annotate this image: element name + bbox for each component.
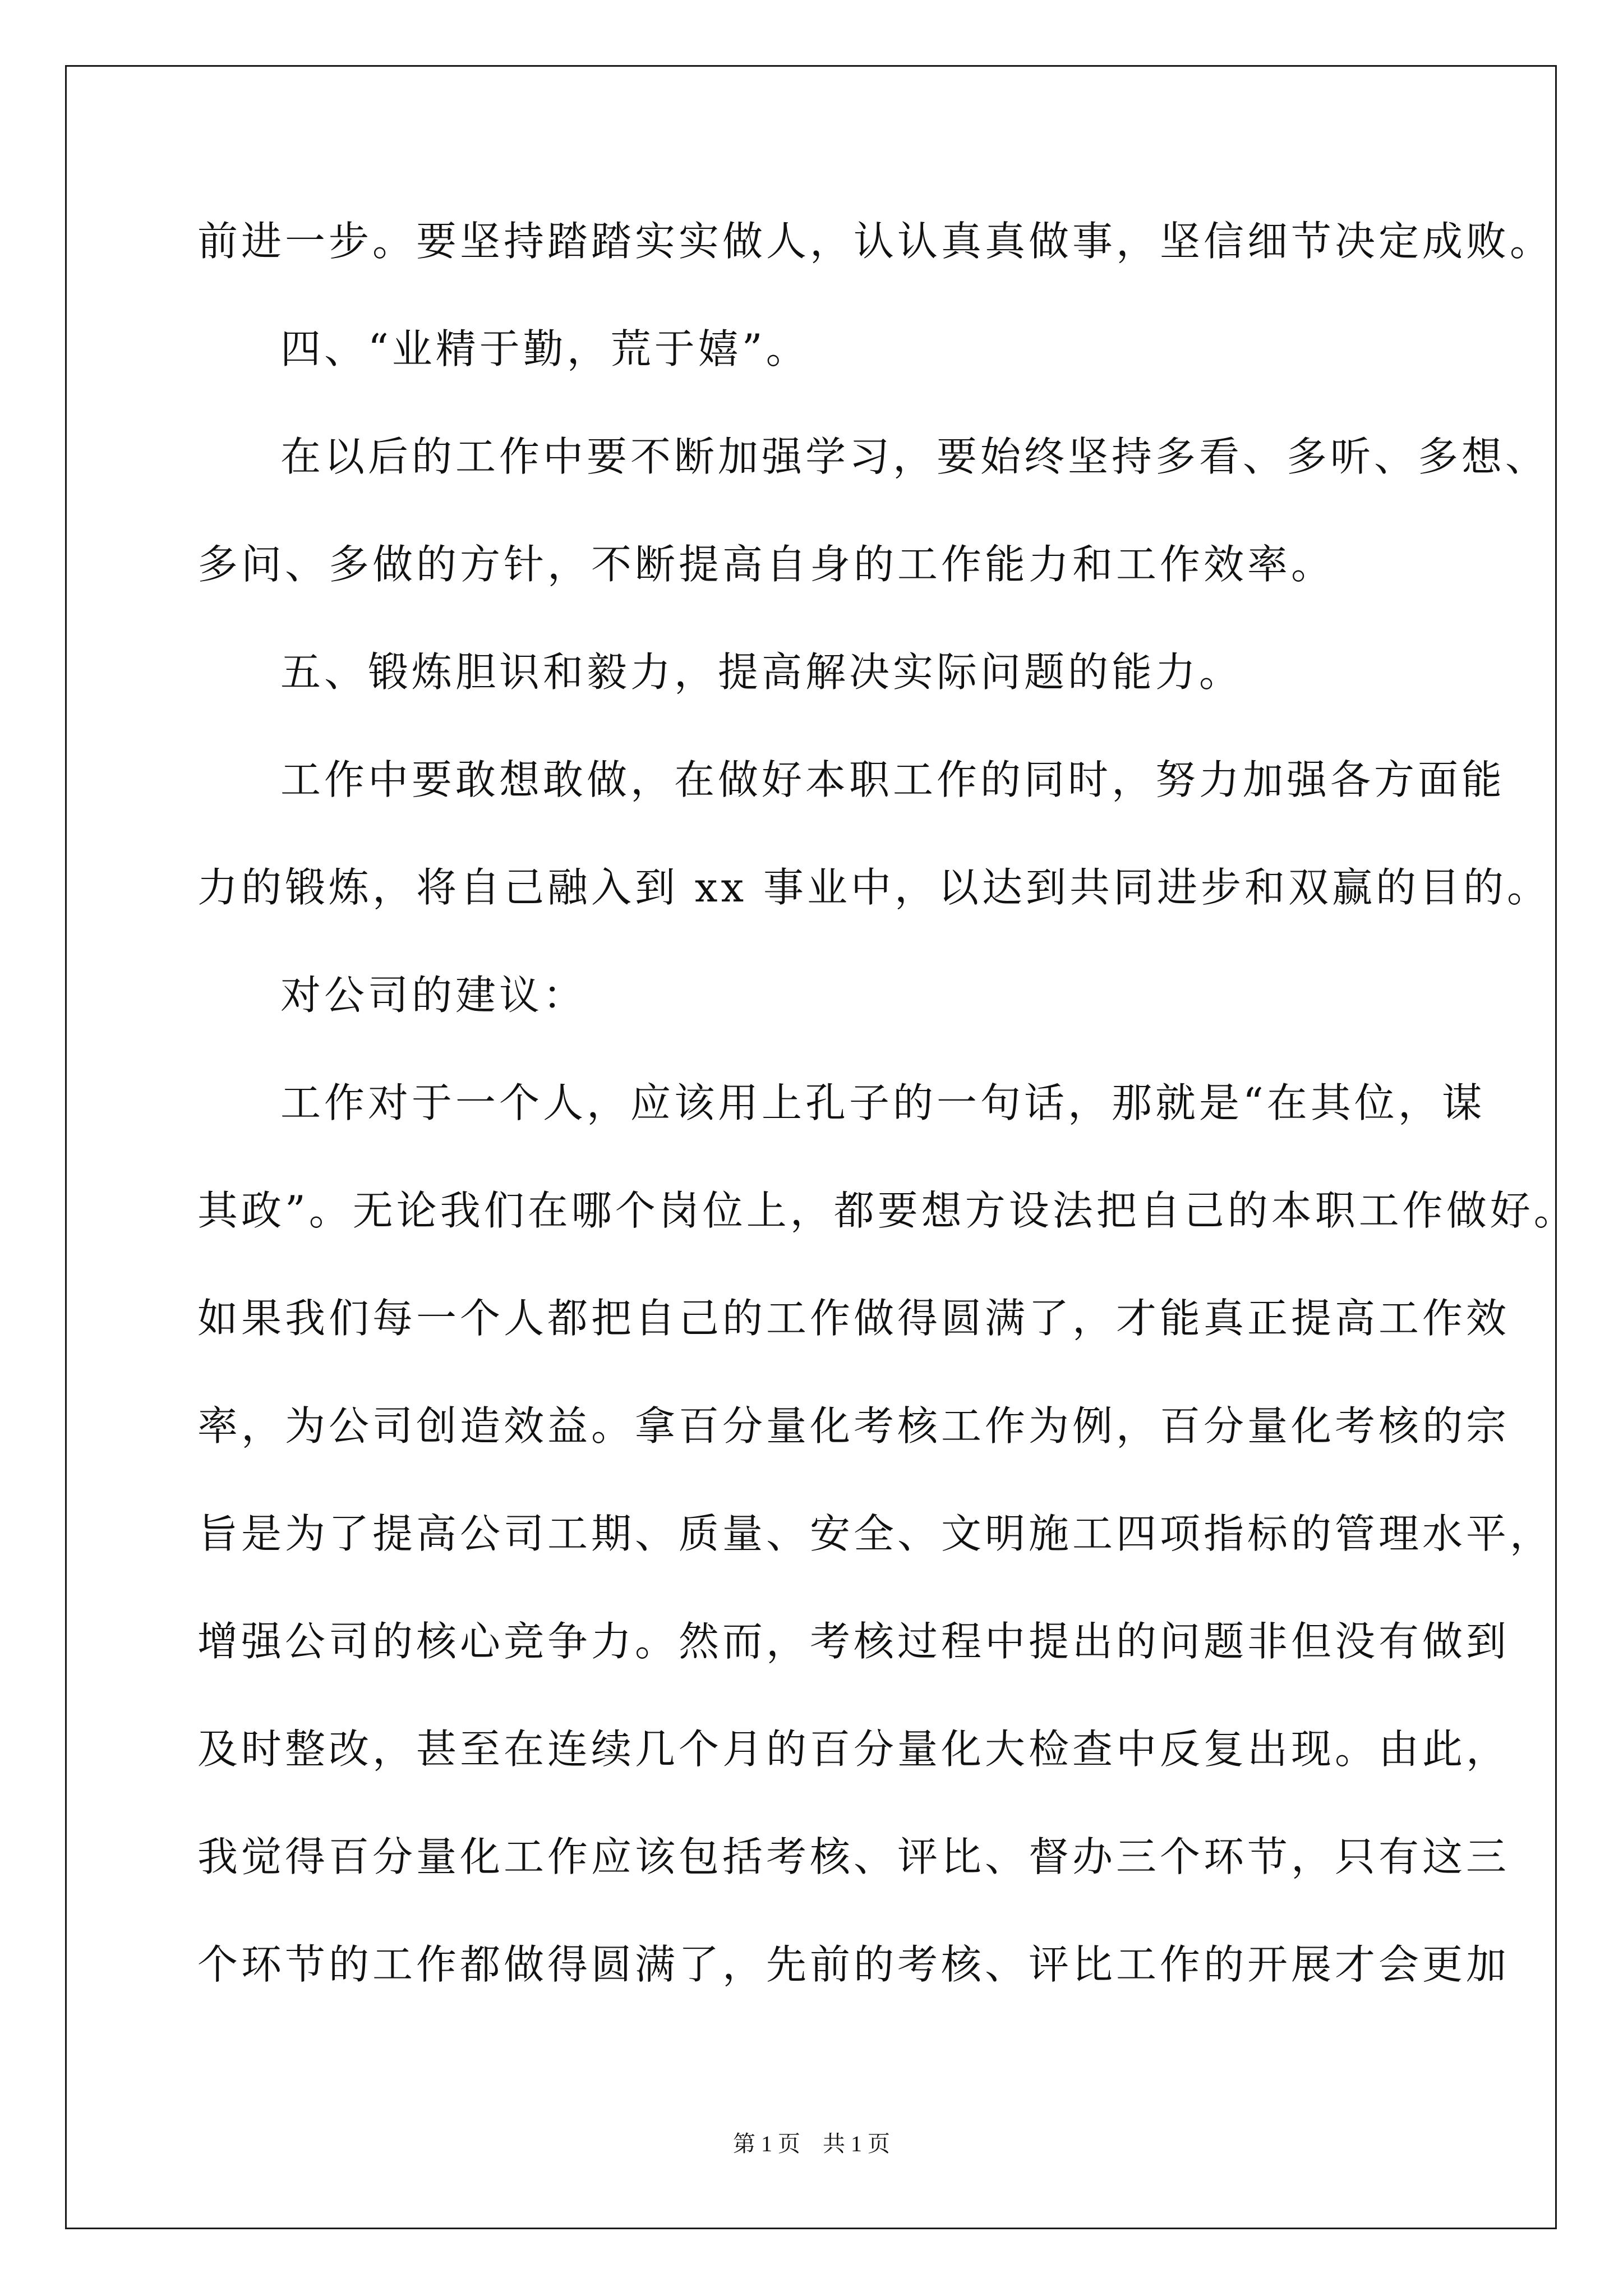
paragraph-line: 增强公司的核心竞争力。然而，考核过程中提出的问题非但没有做到 bbox=[197, 1618, 1510, 1665]
section-heading: 四、“业精于勤，荒于嬉”。 bbox=[280, 325, 810, 372]
paragraph-line: 及时整改，甚至在连续几个月的百分量化大检查中反复出现。由此， bbox=[197, 1726, 1510, 1773]
section-heading: 对公司的建议： bbox=[280, 972, 587, 1019]
paragraph-line: 工作中要敢想敢做，在做好本职工作的同时，努力加强各方面能 bbox=[280, 756, 1506, 803]
paragraph-line: 旨是为了提高公司工期、质量、安全、文明施工四项指标的管理水平， bbox=[197, 1510, 1554, 1557]
paragraph-line: 力的锻炼，将自己融入到 xx 事业中，以达到共同进步和双赢的目的。 bbox=[197, 864, 1551, 911]
paragraph-line: 如果我们每一个人都把自己的工作做得圆满了，才能真正提高工作效 bbox=[197, 1295, 1510, 1342]
paragraph-line: 工作对于一个人，应该用上孔子的一句话，那就是“在其位，谋 bbox=[280, 1079, 1486, 1126]
paragraph-line: 多问、多做的方针，不断提高自身的工作能力和工作效率。 bbox=[197, 541, 1335, 588]
paragraph-line: 前进一步。要坚持踏踏实实做人，认认真真做事，坚信细节决定成败。 bbox=[197, 218, 1554, 265]
paragraph-line: 我觉得百分量化工作应该包括考核、评比、督办三个环节，只有这三 bbox=[197, 1833, 1510, 1880]
paragraph-line: 在以后的工作中要不断加强学习，要始终坚持多看、多听、多想、 bbox=[280, 433, 1550, 480]
paragraph-line: 其政”。无论我们在哪个岗位上，都要想方设法把自己的本职工作做好。 bbox=[197, 1187, 1578, 1234]
paragraph-line: 个环节的工作都做得圆满了，先前的考核、评比工作的开展才会更加 bbox=[197, 1941, 1510, 1988]
page-number-footer: 第 1 页 共 1 页 bbox=[733, 2131, 890, 2156]
paragraph-line: 率，为公司创造效益。拿百分量化考核工作为例，百分量化考核的宗 bbox=[197, 1402, 1510, 1450]
page-border bbox=[65, 65, 1557, 2229]
section-heading: 五、锻炼胆识和毅力，提高解决实际问题的能力。 bbox=[280, 648, 1243, 696]
